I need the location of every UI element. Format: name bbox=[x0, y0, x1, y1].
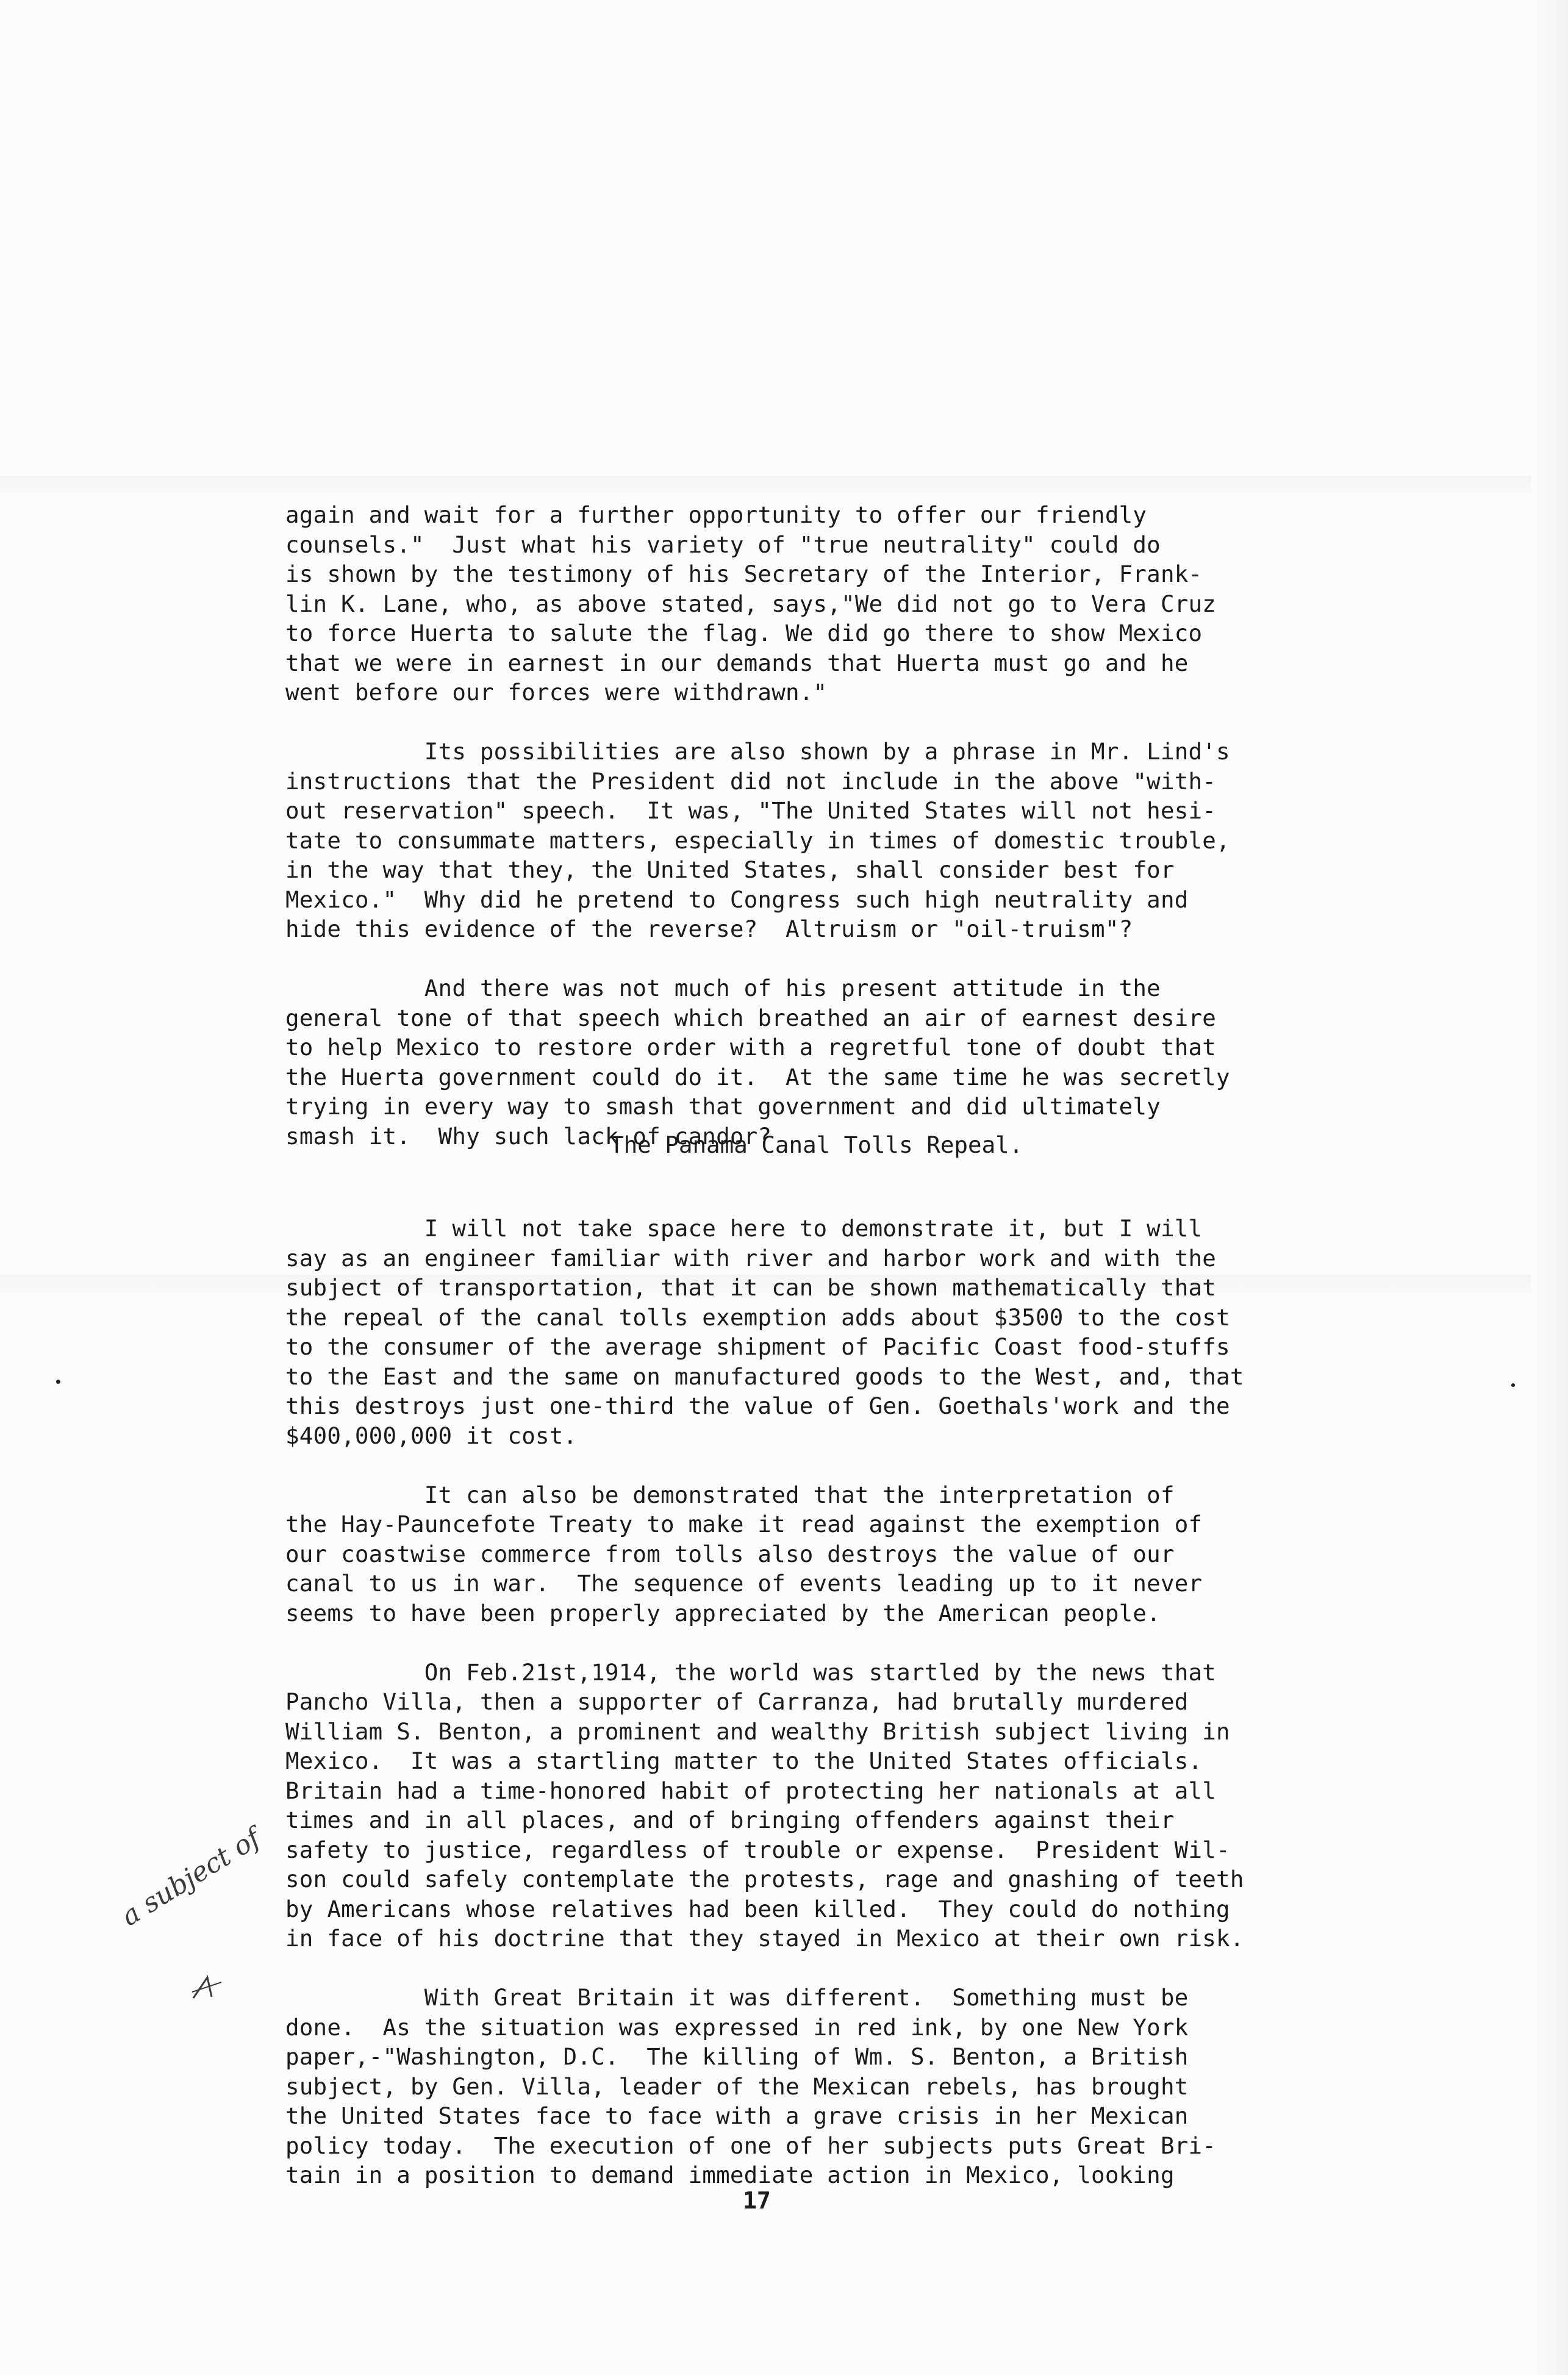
text-line: Mexico." Why did he pretend to Congress such high neutrality and bbox=[285, 886, 1189, 913]
text-line bbox=[285, 1450, 1395, 1480]
text-line: out reservation" speech. It was, "The United States will not hesi- bbox=[285, 797, 1217, 824]
text-line: It can also be demonstrated that the interpretation of bbox=[285, 1481, 1175, 1508]
text-line: again and wait for a further opportunity to offer our friendly bbox=[285, 501, 1147, 528]
text-line: to the East and the same on manufactured goods to the West, and, that bbox=[285, 1363, 1244, 1390]
text-line: instructions that the President did not include in the above "with- bbox=[285, 767, 1217, 795]
paper-speck bbox=[56, 1380, 60, 1384]
paper-edge bbox=[1531, 0, 1568, 2375]
text-line: lin K. Lane, who, as above stated, says,"We did not go to Vera Cruz bbox=[285, 590, 1217, 617]
text-line: safety to justice, regardless of trouble or expense. President Wil- bbox=[285, 1836, 1230, 1863]
text-line: policy today. The execution of one of her subjects puts Great Bri- bbox=[285, 2132, 1217, 2159]
text-line: paper,-"Washington, D.C. The killing of Wm. S. Benton, a British bbox=[285, 2043, 1189, 2070]
handwritten-caret-mark bbox=[192, 1975, 223, 1999]
text-line: son could safely contemplate the protests, rage and gnashing of teeth bbox=[285, 1866, 1244, 1893]
text-line: our coastwise commerce from tolls also destroys the value of our bbox=[285, 1540, 1175, 1567]
text-line: I will not take space here to demonstrate it, but I will bbox=[285, 1215, 1203, 1242]
text-line: tate to consummate matters, especially in times of domestic trouble, bbox=[285, 826, 1230, 854]
text-line: Mexico. It was a startling matter to the United States officials. bbox=[285, 1747, 1203, 1774]
page-number: 17 bbox=[743, 2187, 771, 2214]
text-line: the Huerta government could do it. At the same time he was secretly bbox=[285, 1063, 1230, 1091]
text-line: smash it. Why such lack of candor? bbox=[285, 1122, 772, 1150]
text-line: times and in all places, and of bringing offenders against their bbox=[285, 1807, 1175, 1833]
text-line: say as an engineer familiar with river and harbor work and with the bbox=[285, 1244, 1217, 1272]
text-line: in the way that they, the United States, shall consider best for bbox=[285, 856, 1175, 883]
text-line bbox=[285, 1954, 1395, 1983]
text-line: hide this evidence of the reverse? Altruism or "oil-truism"? bbox=[285, 915, 1133, 942]
text-line: to force Huerta to salute the flag. We did go there to show Mexico bbox=[285, 620, 1203, 647]
text-line: seems to have been properly appreciated by the American people. bbox=[285, 1599, 1161, 1627]
text-line bbox=[285, 1628, 1395, 1658]
text-line: tain in a position to demand immediate action in Mexico, looking bbox=[285, 2162, 1175, 2188]
text-line bbox=[285, 707, 1395, 737]
text-line: to the consumer of the average shipment of Pacific Coast food-stuffs bbox=[285, 1333, 1230, 1360]
typed-text-block-2 bbox=[285, 1214, 1395, 2190]
text-line: counsels." Just what his variety of "true neutrality" could do bbox=[285, 531, 1161, 558]
text-line: general tone of that speech which breathed an air of earnest desire bbox=[285, 1004, 1217, 1031]
text-line: canal to us in war. The sequence of events leading up to it never bbox=[285, 1570, 1203, 1597]
text-line: went before our forces were withdrawn." bbox=[285, 679, 828, 706]
text-line: And there was not much of his present attitude in the bbox=[285, 975, 1161, 1001]
text-line: the United States face to face with a grave crisis in her Mexican bbox=[285, 2102, 1189, 2129]
handwritten-margin-note: a subject of bbox=[116, 1822, 266, 1933]
text-line: the repeal of the canal tolls exemption adds about $3500 to the cost bbox=[285, 1303, 1230, 1331]
text-line bbox=[285, 944, 1395, 974]
text-line: Its possibilities are also shown by a phrase in Mr. Lind's bbox=[285, 738, 1230, 765]
text-line: subject of transportation, that it can be shown mathematically that bbox=[285, 1274, 1217, 1301]
text-line: is shown by the testimony of his Secretary of the Interior, Frank- bbox=[285, 561, 1203, 587]
text-line: William S. Benton, a prominent and wealthy British subject living in bbox=[285, 1718, 1230, 1745]
text-line: Britain had a time-honored habit of protecting her nationals at all bbox=[285, 1777, 1217, 1804]
text-line: to help Mexico to restore order with a regretful tone of doubt that bbox=[285, 1034, 1217, 1061]
typed-text-block-1 bbox=[285, 500, 1395, 1151]
section-heading: The Panama Canal Tolls Repeal. bbox=[610, 1131, 1023, 1158]
text-line: subject, by Gen. Villa, leader of the Mexican rebels, has brought bbox=[285, 2072, 1189, 2100]
text-line: Pancho Villa, then a supporter of Carranza, had brutally murdered bbox=[285, 1688, 1189, 1715]
text-line: by Americans whose relatives had been killed. They could do nothing bbox=[285, 1895, 1230, 1922]
text-line: in face of his doctrine that they stayed in Mexico at their own risk. bbox=[285, 1925, 1244, 1952]
text-line: this destroys just one-third the value of Gen. Goethals'work and the bbox=[285, 1392, 1230, 1419]
text-line: the Hay-Pauncefote Treaty to make it read against the exemption of bbox=[285, 1511, 1203, 1538]
text-line: On Feb.21st,1914, the world was startled by the news that bbox=[285, 1658, 1217, 1686]
text-line: trying in every way to smash that government and did ultimately bbox=[285, 1093, 1161, 1120]
text-line: $400,000,000 it cost. bbox=[285, 1422, 578, 1449]
text-line: With Great Britain it was different. Something must be bbox=[285, 1984, 1189, 2011]
text-line: that we were in earnest in our demands that Huerta must go and he bbox=[285, 649, 1189, 676]
paper-fold-shadow bbox=[0, 476, 1568, 500]
text-line: done. As the situation was expressed in red ink, by one New York bbox=[285, 2013, 1189, 2041]
paper-speck bbox=[1511, 1383, 1515, 1387]
